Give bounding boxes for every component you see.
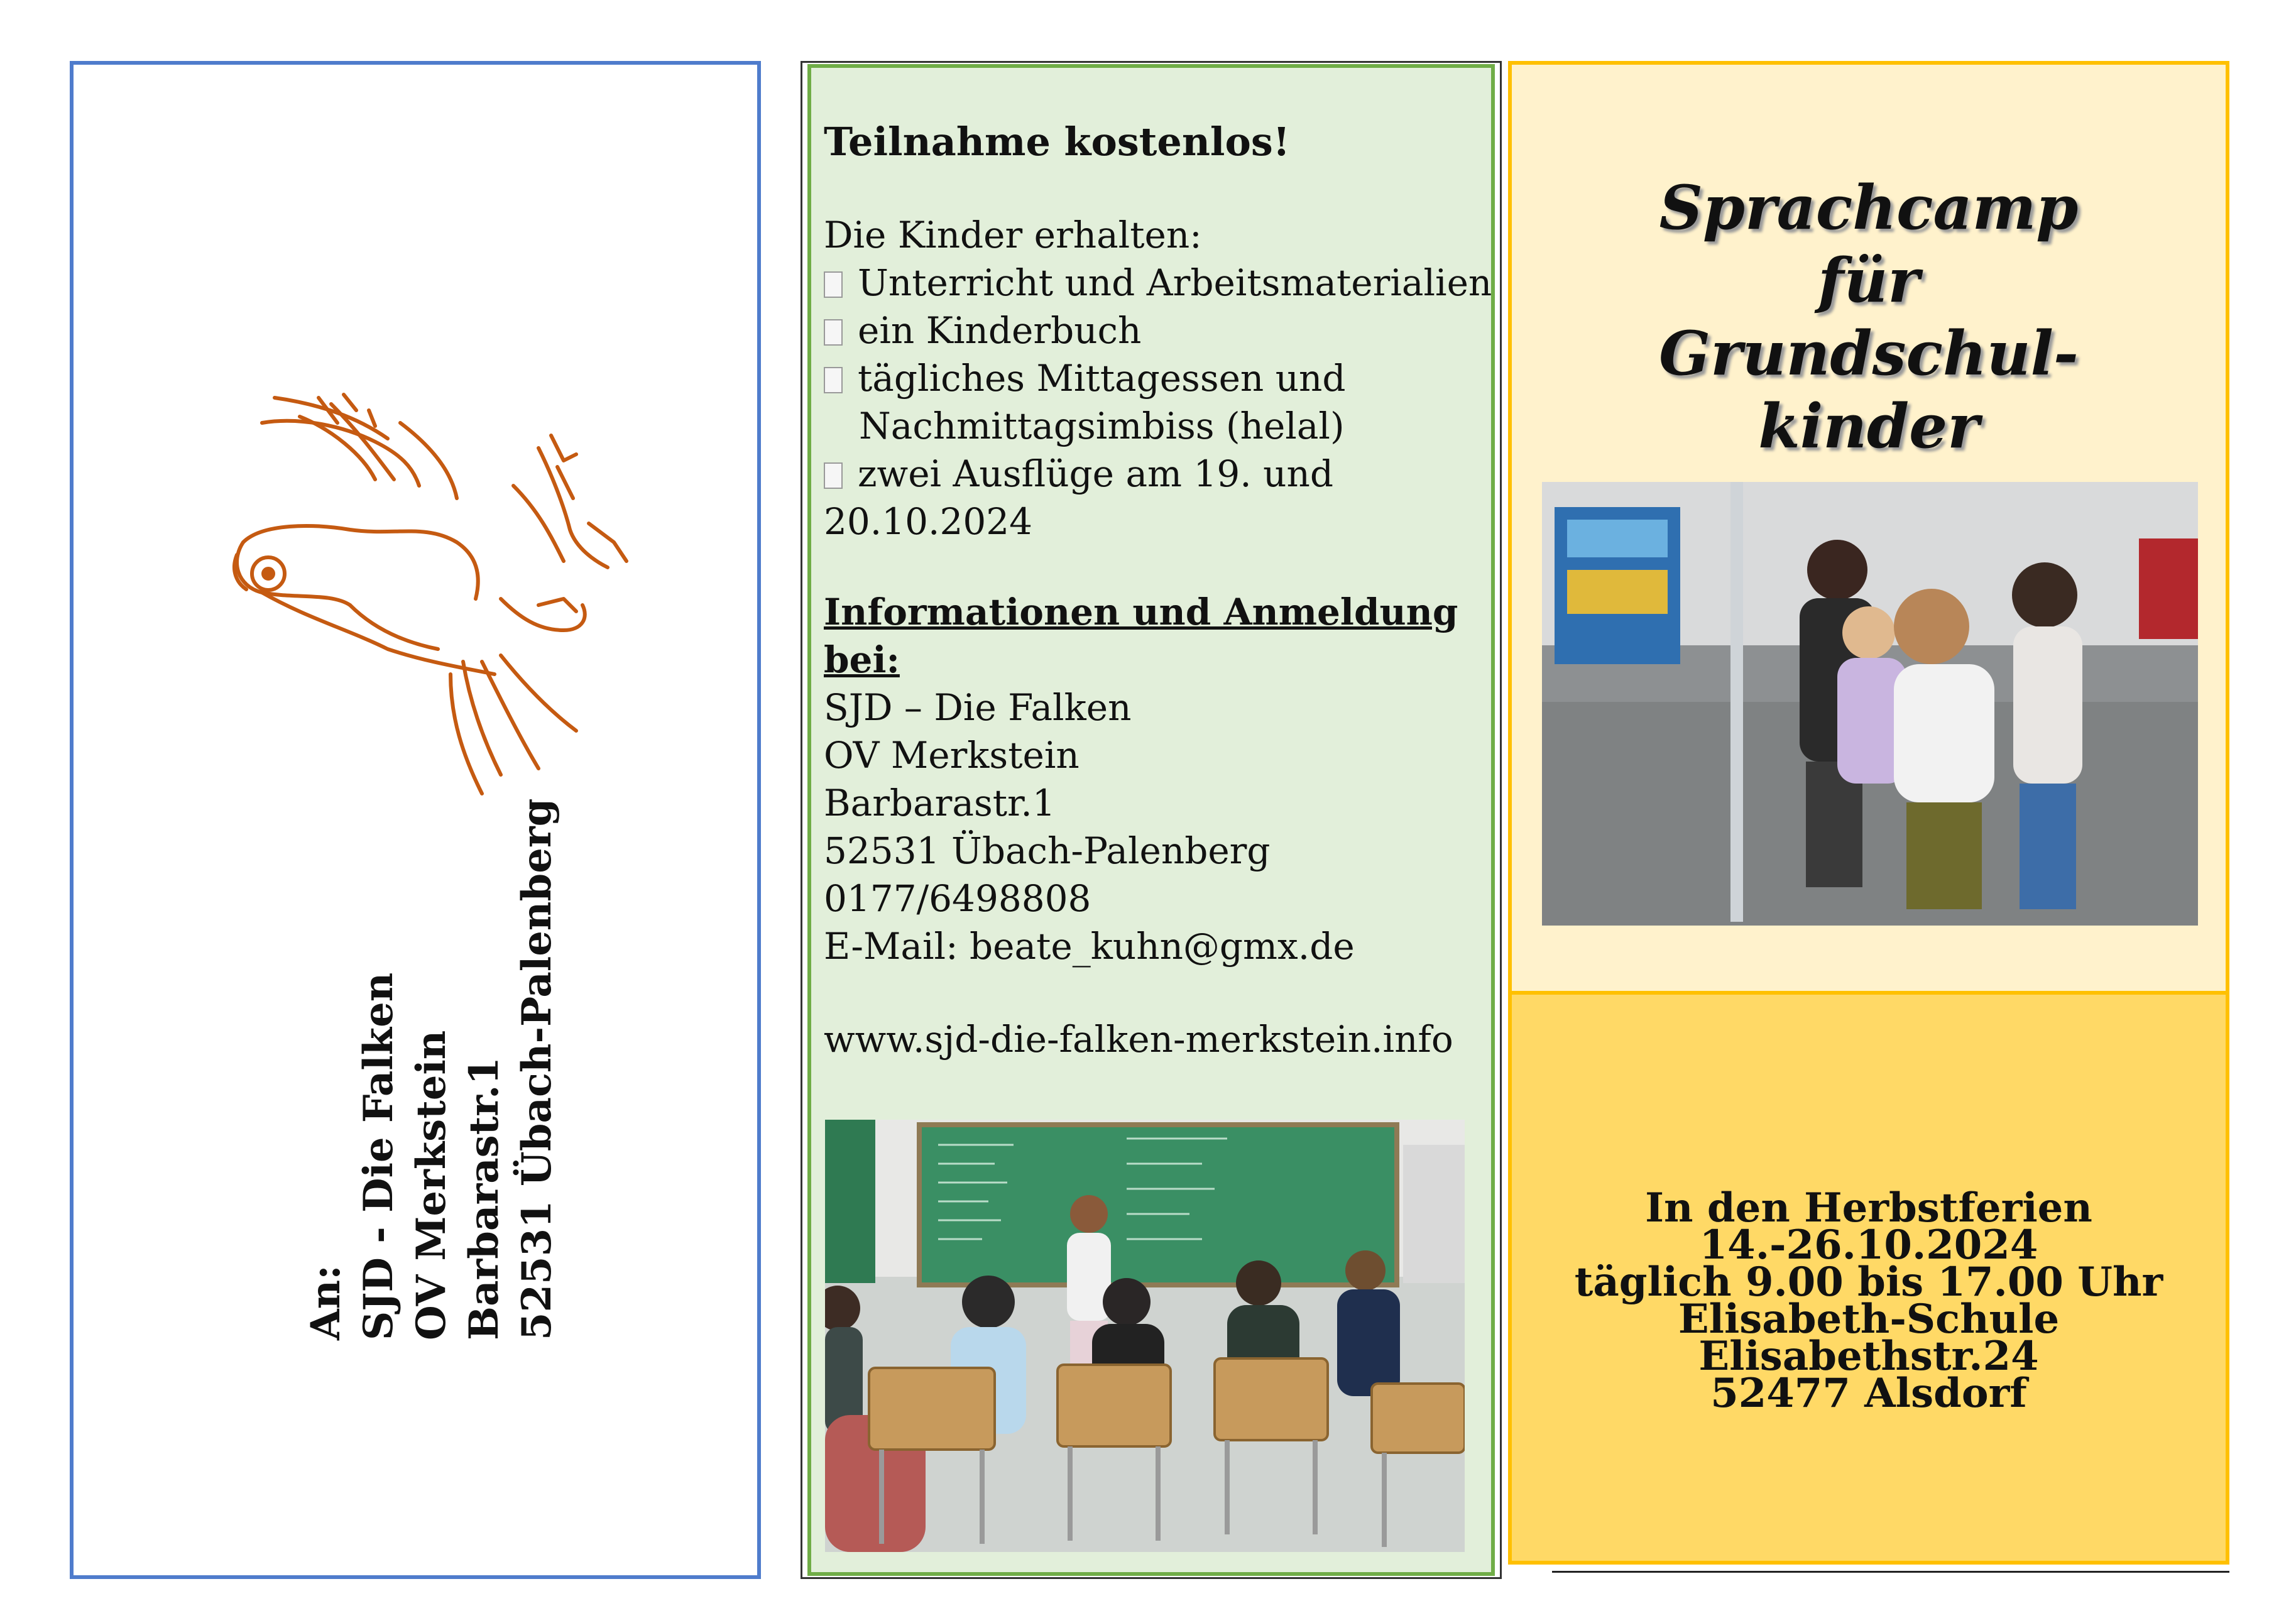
info-panel-content	[807, 64, 1495, 1576]
classroom-photo	[825, 1120, 1465, 1552]
event-line: Elisabeth-Schule	[1678, 1296, 2060, 1343]
title-line: Grundschul-	[1659, 318, 2079, 389]
falcon-logo	[187, 335, 658, 812]
event-line: täglich 9.00 bis 17.00 Uhr	[1574, 1259, 2163, 1306]
contact-heading: Informationen und Anmeldung bei:	[824, 591, 1458, 681]
event-line: In den Herbstferien	[1645, 1184, 2092, 1232]
title-line: Sprachcamp	[1659, 172, 2079, 243]
address-panel	[70, 61, 761, 1579]
address-line: An:	[302, 1265, 349, 1340]
contact-line: SJD – Die Falken	[824, 686, 1132, 729]
event-line: 14.-26.10.2024	[1699, 1221, 2038, 1269]
cover-panel	[1508, 61, 2229, 995]
intro-text: Die Kinder erhalten:	[824, 214, 1202, 256]
event-details	[1512, 1184, 2226, 1417]
list-item: Unterricht und Arbeitsmaterialien	[824, 259, 1502, 307]
address-line: Barbarastr.1	[461, 1057, 508, 1340]
address-line: SJD - Die Falken	[355, 972, 402, 1340]
divider	[1552, 1571, 2229, 1573]
checkbox-icon	[824, 271, 843, 298]
list-item-continued: 20.10.2024	[824, 500, 1033, 543]
checkbox-icon	[824, 367, 843, 393]
event-panel	[1508, 991, 2229, 1565]
contact-line: 52531 Übach-Palenberg	[824, 829, 1271, 872]
title-line: kinder	[1758, 391, 1979, 462]
address-line: 52531 Übach-Palenberg	[513, 798, 560, 1340]
contact-line: Barbarastr.1	[824, 782, 1056, 824]
list-item: tägliches Mittagessen und	[824, 354, 1502, 402]
address-line: OV Merkstein	[408, 1030, 455, 1340]
list-item: zwei Ausflüge am 19. und	[824, 450, 1502, 498]
cover-title	[1512, 172, 2226, 463]
event-line: 52477 Alsdorf	[1710, 1370, 2027, 1417]
checkbox-icon	[824, 462, 843, 489]
list-item-continued: Nachmittagsimbiss (helal)	[859, 405, 1345, 447]
headline: Teilnahme kostenlos!	[824, 119, 1290, 165]
list-item: ein Kinderbuch	[824, 307, 1502, 354]
children-photo	[1542, 482, 2198, 926]
contact-email[interactable]: E-Mail: beate_kuhn@gmx.de	[824, 925, 1355, 968]
checkbox-icon	[824, 319, 843, 346]
website-link[interactable]: www.sjd-die-falken-merkstein.info	[824, 1018, 1453, 1061]
contact-line: 0177/6498808	[824, 877, 1091, 920]
mailing-address	[300, 798, 564, 1340]
title-line: für	[1818, 245, 1920, 316]
event-line: Elisabethstr.24	[1698, 1333, 2039, 1380]
contact-line: OV Merkstein	[824, 734, 1080, 777]
info-panel	[801, 61, 1502, 1579]
